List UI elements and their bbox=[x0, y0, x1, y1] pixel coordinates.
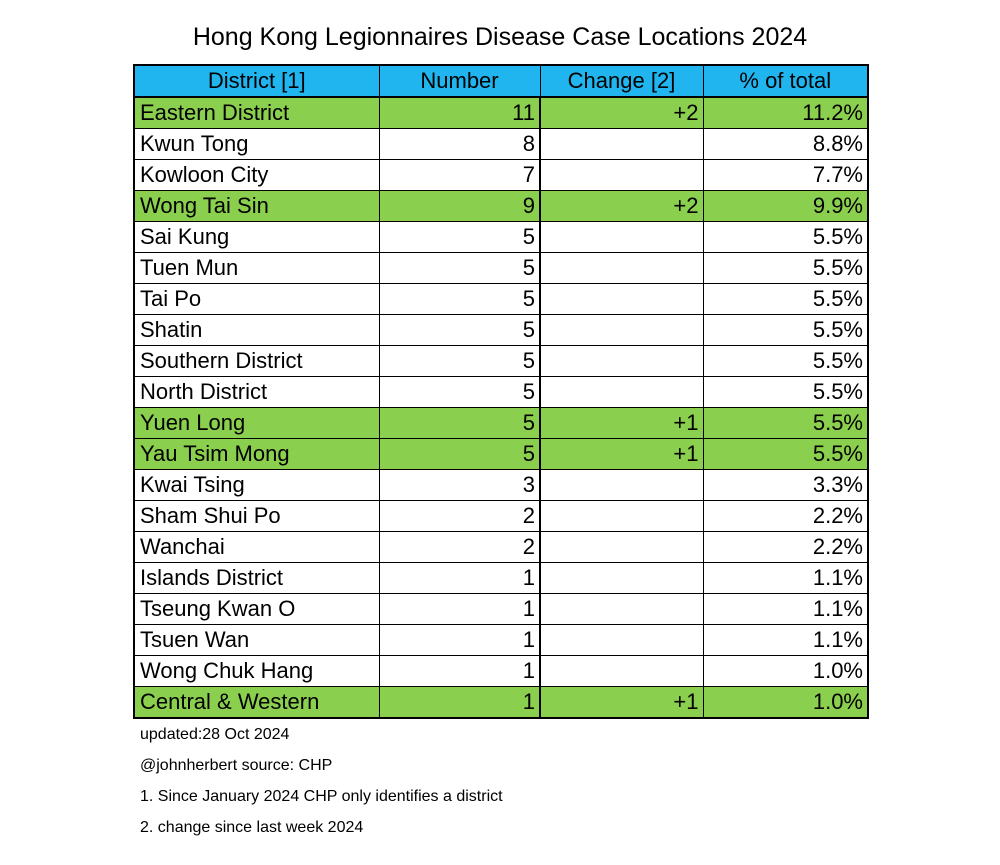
cell-district: Southern District bbox=[134, 346, 379, 377]
cell-district: Shatin bbox=[134, 315, 379, 346]
cell-change bbox=[540, 625, 703, 656]
header-pct: % of total bbox=[703, 65, 868, 97]
cell-district: North District bbox=[134, 377, 379, 408]
cell-pct: 1.0% bbox=[703, 687, 868, 719]
table-row bbox=[134, 532, 868, 563]
cell-change bbox=[540, 253, 703, 284]
table-row bbox=[134, 315, 868, 346]
cell-pct: 1.1% bbox=[703, 625, 868, 656]
cell-district: Kowloon City bbox=[134, 160, 379, 191]
cases-table bbox=[133, 64, 869, 719]
cell-pct: 5.5% bbox=[703, 222, 868, 253]
chart-title: Hong Kong Legionnaires Disease Case Locations 2024 bbox=[192, 23, 808, 51]
table-row bbox=[134, 656, 868, 687]
cell-pct: 5.5% bbox=[703, 377, 868, 408]
table-row bbox=[134, 594, 868, 625]
cell-change bbox=[540, 470, 703, 501]
table-row bbox=[134, 97, 868, 129]
cell-change: +2 bbox=[540, 97, 703, 129]
cell-change bbox=[540, 129, 703, 160]
cell-number: 8 bbox=[379, 129, 540, 160]
cell-number: 9 bbox=[379, 191, 540, 222]
cell-number: 5 bbox=[379, 315, 540, 346]
cell-pct: 2.2% bbox=[703, 501, 868, 532]
cell-number: 2 bbox=[379, 501, 540, 532]
footnotes bbox=[140, 724, 503, 848]
cell-change bbox=[540, 532, 703, 563]
table-row bbox=[134, 284, 868, 315]
cell-district: Sham Shui Po bbox=[134, 501, 379, 532]
cell-change bbox=[540, 315, 703, 346]
cell-pct: 9.9% bbox=[703, 191, 868, 222]
table-row bbox=[134, 408, 868, 439]
table-row bbox=[134, 501, 868, 532]
cell-change bbox=[540, 563, 703, 594]
cell-pct: 7.7% bbox=[703, 160, 868, 191]
table-row bbox=[134, 191, 868, 222]
cell-change: +2 bbox=[540, 191, 703, 222]
table-row bbox=[134, 625, 868, 656]
table-row bbox=[134, 377, 868, 408]
cell-change bbox=[540, 346, 703, 377]
footnote-2: 2. change since last week 2024 bbox=[140, 819, 364, 836]
cell-district: Wong Chuk Hang bbox=[134, 656, 379, 687]
cell-number: 5 bbox=[379, 284, 540, 315]
cell-change bbox=[540, 594, 703, 625]
header-row bbox=[134, 65, 868, 97]
cell-number: 7 bbox=[379, 160, 540, 191]
table-row bbox=[134, 129, 868, 160]
cell-pct: 5.5% bbox=[703, 315, 868, 346]
cell-change bbox=[540, 284, 703, 315]
cell-change bbox=[540, 656, 703, 687]
cell-change bbox=[540, 160, 703, 191]
table-row bbox=[134, 160, 868, 191]
cell-number: 5 bbox=[379, 253, 540, 284]
cell-number: 2 bbox=[379, 532, 540, 563]
header-change: Change [2] bbox=[540, 65, 703, 97]
cell-number: 5 bbox=[379, 222, 540, 253]
table-row bbox=[134, 470, 868, 501]
cell-pct: 3.3% bbox=[703, 470, 868, 501]
cell-number: 11 bbox=[379, 97, 540, 129]
cell-district: Tai Po bbox=[134, 284, 379, 315]
cell-change bbox=[540, 222, 703, 253]
cell-district: Eastern District bbox=[134, 97, 379, 129]
footnote-1: 1. Since January 2024 CHP only identifies a district bbox=[140, 788, 503, 805]
cell-number: 5 bbox=[379, 408, 540, 439]
cell-district: Sai Kung bbox=[134, 222, 379, 253]
cell-district: Tuen Mun bbox=[134, 253, 379, 284]
header-district: District [1] bbox=[134, 65, 379, 97]
cell-number: 1 bbox=[379, 687, 540, 719]
cell-district: Islands District bbox=[134, 563, 379, 594]
cell-change: +1 bbox=[540, 439, 703, 470]
cell-change: +1 bbox=[540, 408, 703, 439]
table-row bbox=[134, 346, 868, 377]
cell-number: 1 bbox=[379, 625, 540, 656]
updated-note: updated:28 Oct 2024 bbox=[140, 726, 290, 743]
cell-number: 5 bbox=[379, 439, 540, 470]
cell-district: Central & Western bbox=[134, 687, 379, 719]
table-row bbox=[134, 253, 868, 284]
cell-change: +1 bbox=[540, 687, 703, 719]
cell-pct: 5.5% bbox=[703, 408, 868, 439]
cell-district: Yau Tsim Mong bbox=[134, 439, 379, 470]
table-row bbox=[134, 687, 868, 719]
table-row bbox=[134, 439, 868, 470]
cell-pct: 5.5% bbox=[703, 253, 868, 284]
cell-district: Yuen Long bbox=[134, 408, 379, 439]
cell-number: 5 bbox=[379, 377, 540, 408]
cell-change bbox=[540, 377, 703, 408]
table-row bbox=[134, 563, 868, 594]
source-note: @johnherbert source: CHP bbox=[140, 757, 333, 774]
cell-number: 1 bbox=[379, 656, 540, 687]
cell-district: Wong Tai Sin bbox=[134, 191, 379, 222]
cell-number: 5 bbox=[379, 346, 540, 377]
cell-number: 1 bbox=[379, 563, 540, 594]
cell-district: Kwai Tsing bbox=[134, 470, 379, 501]
cell-district: Tsuen Wan bbox=[134, 625, 379, 656]
cell-district: Tseung Kwan O bbox=[134, 594, 379, 625]
table-row bbox=[134, 222, 868, 253]
cell-pct: 1.1% bbox=[703, 594, 868, 625]
cell-number: 3 bbox=[379, 470, 540, 501]
cell-district: Kwun Tong bbox=[134, 129, 379, 160]
cell-district: Wanchai bbox=[134, 532, 379, 563]
cell-pct: 1.0% bbox=[703, 656, 868, 687]
cell-number: 1 bbox=[379, 594, 540, 625]
cell-pct: 5.5% bbox=[703, 439, 868, 470]
cell-pct: 11.2% bbox=[703, 97, 868, 129]
cell-pct: 5.5% bbox=[703, 346, 868, 377]
cell-pct: 1.1% bbox=[703, 563, 868, 594]
cell-pct: 5.5% bbox=[703, 284, 868, 315]
header-number: Number bbox=[379, 65, 540, 97]
table-body bbox=[134, 97, 868, 718]
cell-pct: 2.2% bbox=[703, 532, 868, 563]
cell-change bbox=[540, 501, 703, 532]
cell-pct: 8.8% bbox=[703, 129, 868, 160]
